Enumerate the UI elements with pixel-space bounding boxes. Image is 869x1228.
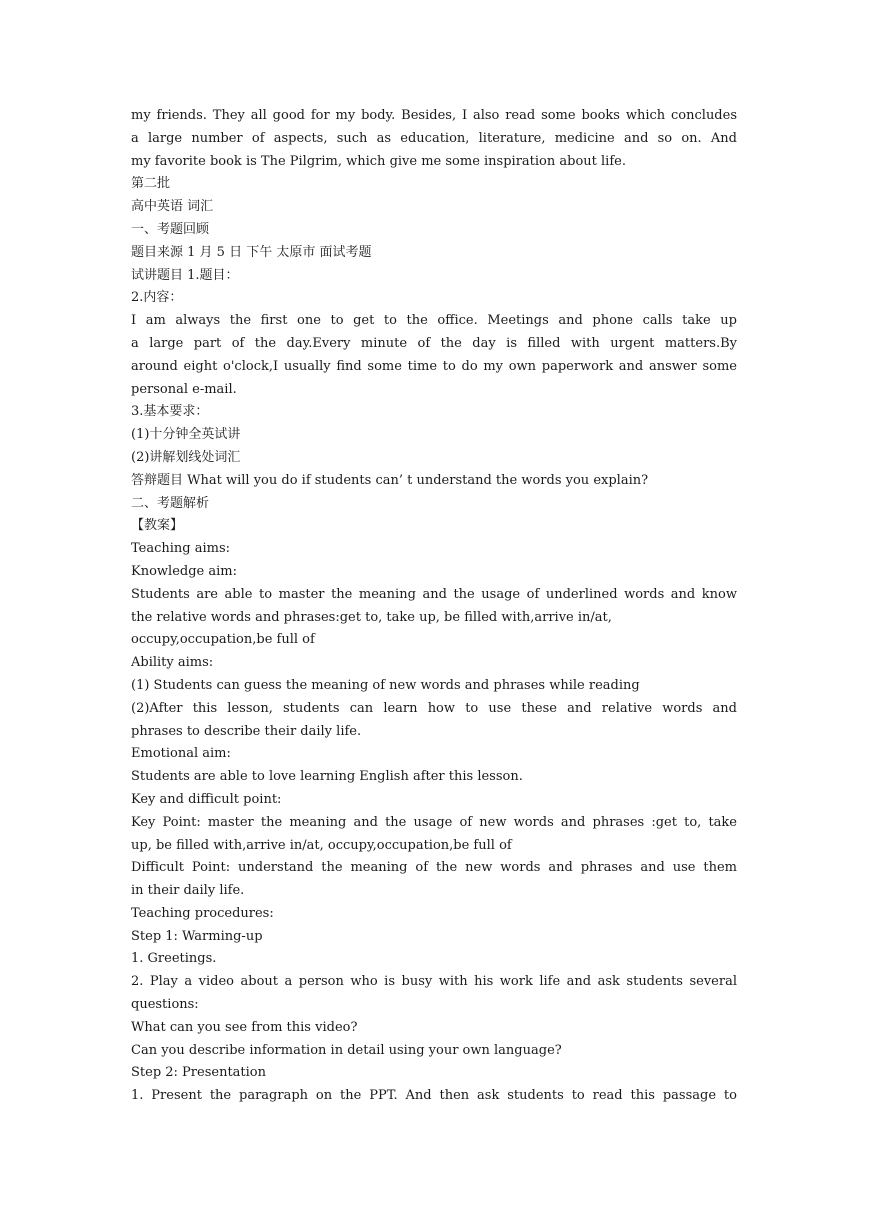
text-line: 2.内容： xyxy=(131,290,183,306)
text-line: Knowledge aim: xyxy=(131,563,237,579)
text-line: 试讲题目 1.题目： xyxy=(131,267,239,283)
text-line: What can you see from this video? xyxy=(131,1019,358,1035)
text-line: personal e-mail. xyxy=(131,381,237,397)
text-line: 3.基本要求： xyxy=(131,404,209,420)
text-line: Step 2: Presentation xyxy=(131,1065,267,1081)
text-line: Key and difficult point: xyxy=(131,791,282,807)
document-page xyxy=(131,105,737,1108)
text-line: Students are able to master the meaning and the usage of underlined words and know xyxy=(131,586,737,602)
text-line: Teaching procedures: xyxy=(131,905,274,921)
text-line: a large part of the day.Every minute of the day is filled with urgent matters.By xyxy=(131,335,737,351)
text-line: 一、考题回顾 xyxy=(131,221,210,237)
text-line: Emotional aim: xyxy=(131,746,231,762)
text-line: (2)讲解划线处词汇 xyxy=(131,449,241,465)
text-line: 题目来源 1 月 5 日 下午 太原市 面试考题 xyxy=(131,244,372,260)
text-line: I am always the first one to get to the office. Meetings and phone calls take up xyxy=(131,313,737,329)
text-line: the relative words and phrases:get to, take up, be filled with,arrive in/at, xyxy=(131,609,612,625)
text-line: Difficult Point: understand the meaning of the new words and phrases and use them xyxy=(131,860,737,876)
text-line: my friends. They all good for my body. Besides, I also read some books which concludes xyxy=(131,108,737,123)
text-line: 2. Play a video about a person who is busy with his work life and ask students several xyxy=(131,974,737,990)
text-line: Ability aims: xyxy=(131,655,214,671)
text-line: Step 1: Warming-up xyxy=(131,928,263,944)
text-line: my favorite book is The Pilgrim, which give me some inspiration about life. xyxy=(131,153,626,169)
text-line: (2)After this lesson, students can learn how to use these and relative words and xyxy=(131,700,737,716)
text-line: 答辩题目 What will you do if students can’ t understand the words you explain? xyxy=(131,472,649,488)
text-line: Teaching aims: xyxy=(131,541,231,557)
text-line: 1. Greetings. xyxy=(131,951,217,967)
text-line: 高中英语 词汇 xyxy=(131,199,214,215)
text-line: occupy,occupation,be full of xyxy=(131,632,315,648)
text-line: in their daily life. xyxy=(131,883,245,899)
text-line: Can you describe information in detail using your own language? xyxy=(131,1042,562,1058)
text-line: 【教案】 xyxy=(131,518,184,534)
text-line: Students are able to love learning English after this lesson. xyxy=(131,769,523,785)
text-line: questions: xyxy=(131,997,199,1013)
text-line: (1) Students can guess the meaning of new words and phrases while reading xyxy=(131,677,640,693)
text-line: around eight o'clock,I usually find some time to do my own paperwork and answer some xyxy=(131,358,737,374)
text-line: 二、考题解析 xyxy=(131,495,210,511)
text-line: 第二批 xyxy=(131,176,171,192)
text-line: a large number of aspects, such as education, literature, medicine and so on. And xyxy=(131,130,737,146)
text-line: 1. Present the paragraph on the PPT. And then ask students to read this passage to xyxy=(131,1088,737,1104)
text-line: phrases to describe their daily life. xyxy=(131,723,362,739)
text-line: Key Point: master the meaning and the usage of new words and phrases :get to, take xyxy=(131,814,737,830)
text-line: (1)十分钟全英试讲 xyxy=(131,427,241,443)
text-line: up, be filled with,arrive in/at, occupy,occupation,be full of xyxy=(131,837,512,853)
